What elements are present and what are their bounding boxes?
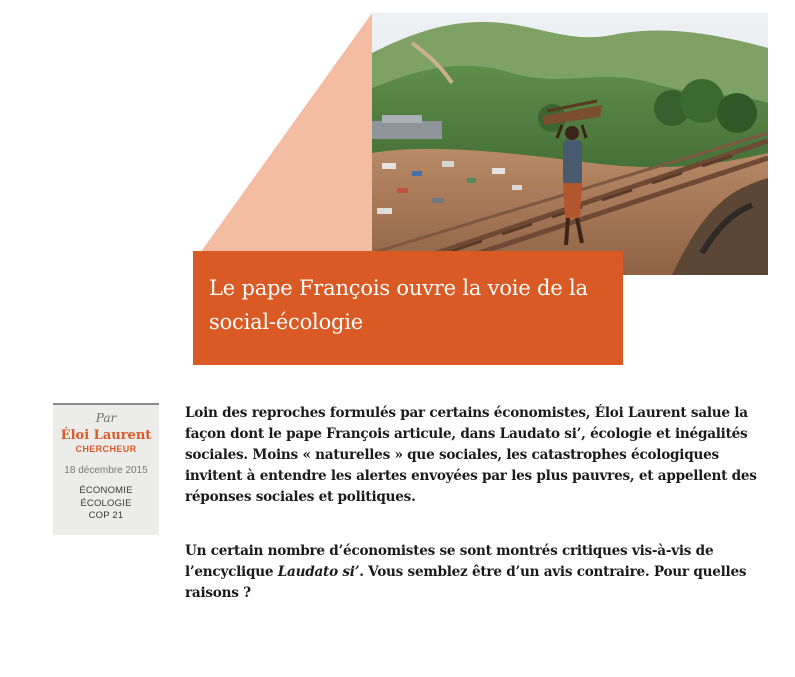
article-lead: Loin des reproches formulés par certains économistes, Éloi Laurent salue la façon dont le pape François articule, dans Laudato si’, écologie et inégalités sociales. Moins « naturelles » que sociales, les catastrophes écologiques invitent à entendre les alertes envoyées par les plus pauvres, et appellent des réponses sociales et politiques.	[185, 405, 757, 505]
tag-list	[53, 485, 159, 523]
hero-photo	[372, 13, 768, 275]
author-role: CHERCHEUR	[75, 444, 137, 454]
tag-economie[interactable]: ÉCONOMIE	[79, 485, 133, 496]
question-work-title: Laudato si’	[277, 564, 360, 580]
article-title-box	[193, 251, 623, 365]
publish-date: 18 décembre 2015	[64, 465, 148, 476]
tag-cop21[interactable]: COP 21	[88, 510, 124, 521]
article-title: Le pape François ouvre la voie de la social-écologie	[209, 276, 588, 334]
byline-prefix: Par	[95, 411, 117, 425]
tag-ecologie[interactable]: ÉCOLOGIE	[80, 497, 132, 509]
article-body	[185, 403, 763, 601]
article-meta	[53, 403, 159, 535]
author-name[interactable]: Éloi Laurent	[60, 428, 152, 443]
question-text-end: . Vous semblez être d’un avis contraire. Pour quelles raisons ?	[185, 564, 747, 601]
question-text-start: Un certain nombre d’économistes se sont montrés critiques vis-à-vis de l’encyclique	[185, 543, 714, 580]
interview-question	[185, 541, 763, 604]
